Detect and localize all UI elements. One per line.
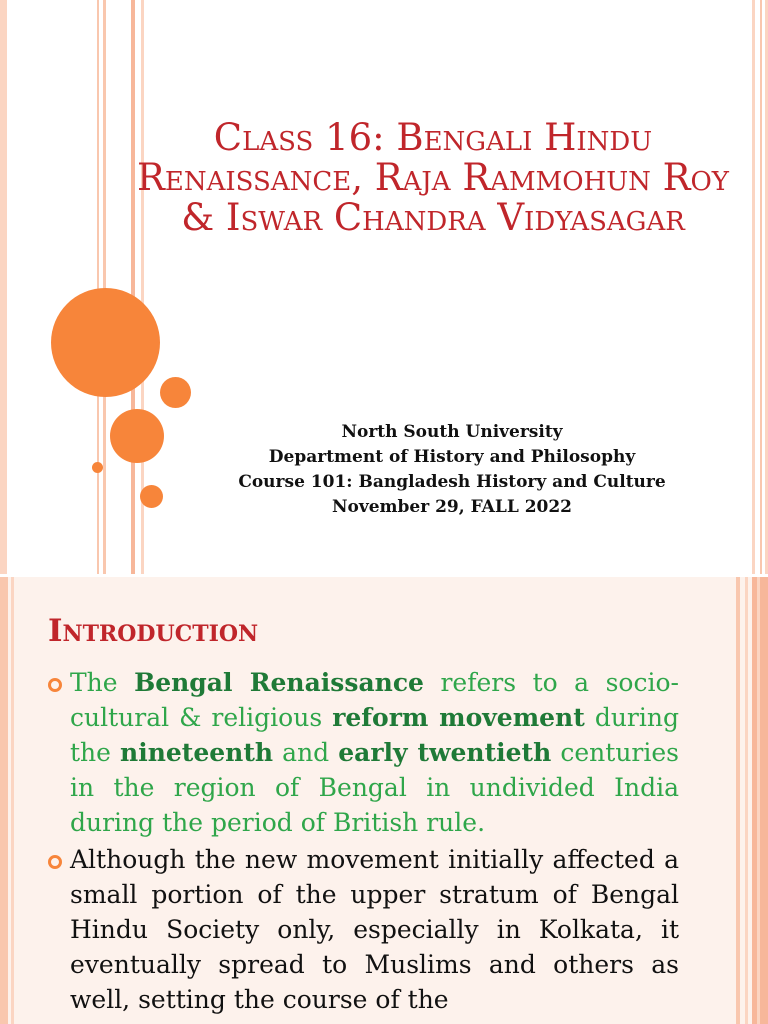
highlight-term: nineteenth (120, 738, 274, 767)
bullet-item: Although the new movement initially affected a small portion of the upper stratum of Bengal Hindu Society only, especially in Kolkata, it eventually spread to Muslims and others as well, setting the course of the (47, 842, 679, 1017)
lecture-date: November 29, FALL 2022 (331, 497, 573, 517)
university-name: North South University (341, 422, 563, 442)
decorative-circle-medium (110, 409, 164, 463)
decorative-circle-small-bottom (140, 485, 163, 508)
slide-subtitle (200, 420, 704, 520)
department-name: Department of History and Philosophy (268, 447, 636, 467)
section-heading: Introduction (48, 613, 259, 649)
bullet-list (47, 665, 679, 1017)
decorative-circle-small (160, 377, 191, 408)
introduction-slide (0, 577, 768, 1024)
bullet-ring-icon (48, 678, 62, 692)
bullet-item: The Bengal Renaissance refers to a socio-cultural & religious reform movement during the nineteenth and early twentieth centuries in the region of Bengal in undivided India during the period of British rule. (47, 665, 679, 840)
bullet-ring-icon (48, 855, 62, 869)
course-name: Course 101: Bangladesh History and Culture (238, 472, 666, 492)
title-line: & Iswar Chandra Vidyasagar (181, 196, 685, 239)
title-line: Renaissance, Raja Rammohun Roy (137, 156, 729, 199)
highlight-term: Bengal Renaissance (134, 668, 424, 697)
decorative-circle-large (51, 288, 160, 397)
title-line: Class 16: Bengali Hindu (213, 116, 653, 159)
slide-title (110, 118, 756, 238)
decorative-circle-tiny (92, 462, 103, 473)
highlight-term: early twentieth (338, 738, 552, 767)
highlight-term: reform movement (332, 703, 585, 732)
